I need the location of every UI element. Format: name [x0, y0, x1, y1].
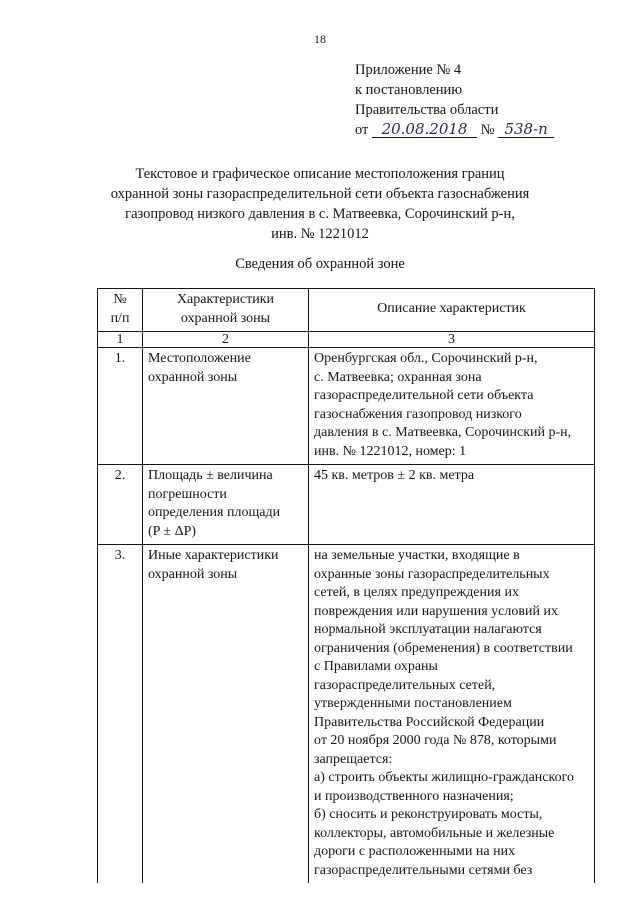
- row-number-cell: 2.: [98, 465, 143, 545]
- zone-info-table: [97, 288, 595, 883]
- page-number: 18: [314, 32, 326, 46]
- document-title: [0, 164, 640, 244]
- title-line-4: инв. № 1221012: [271, 226, 369, 242]
- column-number-row: [98, 332, 595, 348]
- header-cell-description: Описание характеристик: [309, 289, 595, 332]
- table-row: [98, 348, 595, 465]
- column-number-cell: 1: [98, 332, 143, 348]
- row-name-cell: Площадь ± величина погрешности определения площади (P ± ΔP): [143, 465, 309, 545]
- appendix-line-3: Правительства области: [355, 102, 499, 118]
- appendix-date-line: [355, 120, 554, 140]
- row-name-cell: Местоположение охранной зоны: [143, 348, 309, 465]
- row-description-cell: Оренбургская обл., Сорочинский р-н, с. Матвеевка; охранная зона газораспределительной сети объекта газоснабжения газопровод низкого давления в с. Матвеевка, Сорочинский р-н, инв. № 1221012, номер: 1: [309, 348, 595, 465]
- row-number-cell: 1.: [98, 348, 143, 465]
- number-label: №: [480, 122, 495, 138]
- section-subtitle: Сведения об охранной зоне: [235, 256, 405, 272]
- from-label: от: [355, 122, 369, 138]
- title-line-1: Текстовое и графическое описание местоположения границ: [135, 166, 505, 182]
- column-number-cell: 2: [143, 332, 309, 348]
- table-row: [98, 545, 595, 884]
- title-line-3: газопровод низкого давления в с. Матвеевка, Сорочинский р-н,: [125, 206, 515, 222]
- table-row: [98, 465, 595, 545]
- appendix-line-2: к постановлению: [355, 82, 463, 98]
- appendix-block: [355, 60, 554, 140]
- appendix-line-1: Приложение № 4: [355, 62, 462, 78]
- row-number-cell: 3.: [98, 545, 143, 884]
- handwritten-number: 538-п: [498, 121, 554, 138]
- table-header-row: [98, 289, 595, 332]
- handwritten-date: 20.08.2018: [372, 121, 477, 138]
- title-line-2: охранной зоны газораспределительной сети объекта газоснабжения: [110, 186, 530, 202]
- header-cell-number: № п/п: [98, 289, 143, 332]
- column-number-cell: 3: [309, 332, 595, 348]
- row-name-cell: Иные характеристики охранной зоны: [143, 545, 309, 884]
- row-description-cell: на земельные участки, входящие в охранные зоны газораспределительных сетей, в целях предупреждения их повреждения или нарушения условий их нормальной эксплуатации налагаются ограничения (обременения) в соответствии с Правилами охраны газораспределительных сетей, утвержденными постановлением Правительства Российской Федерации от 20 ноября 2000 года № 878, которыми запрещается: а) строить объекты жилищно-гражданского и производственного назначения; б) сносить и реконструировать мосты, коллекторы, автомобильные и железные дороги с расположенными на них газораспределительными сетями без: [309, 545, 595, 884]
- header-cell-characteristics: Характеристики охранной зоны: [143, 289, 309, 332]
- row-description-cell: 45 кв. метров ± 2 кв. метра: [309, 465, 595, 545]
